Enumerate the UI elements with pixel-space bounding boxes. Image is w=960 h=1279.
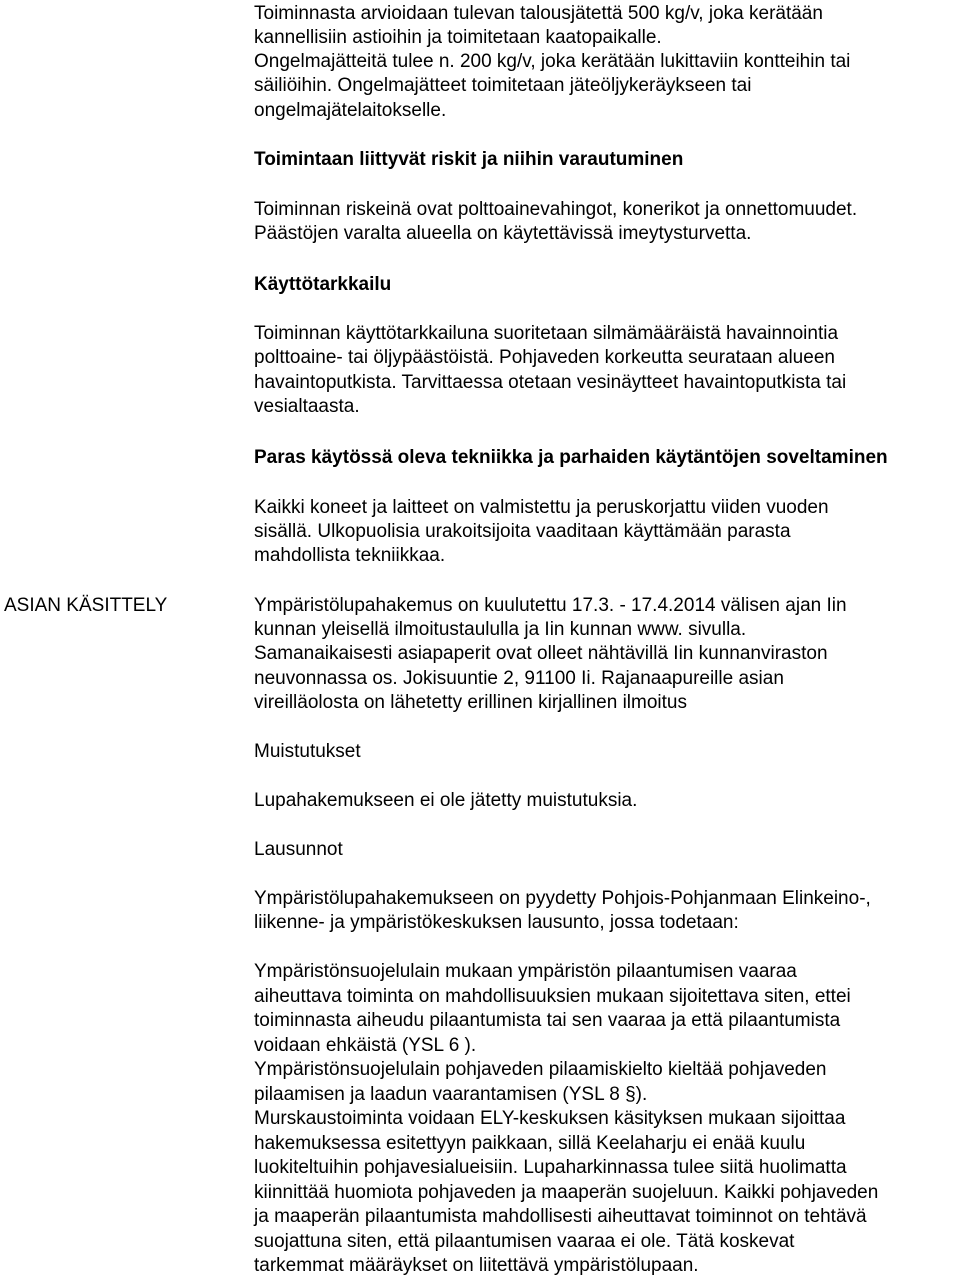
statements-body-line: Murskaustoiminta voidaan ELY-keskuksen käsityksen mukaan sijoittaa [254, 1108, 846, 1129]
monitoring-line: polttoaine- tai öljypäästöistä. Pohjaveden korkeutta seurataan alueen [254, 347, 835, 368]
remarks-text: Lupahakemukseen ei ole jätetty muistutuksia. [254, 790, 638, 811]
risks-line: Toiminnan riskeinä ovat polttoainevahingot, konerikot ja onnettomuudet. [254, 199, 858, 220]
statements-body-line: suojattuna siten, että pilaantumisen vaaraa ei ole. Tätä koskevat [254, 1231, 795, 1252]
intro-line: säiliöihin. Ongelmajätteet toimitetaan jäteöljykeräykseen tai [254, 75, 752, 96]
statements-body-line: Ympäristönsuojelulain mukaan ympäristön pilaantumisen vaaraa [254, 961, 797, 982]
statements-intro-line: Ympäristölupahakemukseen on pyydetty Pohjois-Pohjanmaan Elinkeino-, [254, 888, 871, 909]
monitoring-line: havaintoputkista. Tarvittaessa otetaan vesinäytteet havaintoputkista tai [254, 372, 847, 393]
monitoring-line: Toiminnan käyttötarkkailuna suoritetaan silmämääräistä havainnointia [254, 323, 839, 344]
processing-line: Samanaikaisesti asiapaperit ovat olleet nähtävillä Iin kunnanviraston [254, 643, 828, 664]
monitoring-line: vesialtaasta. [254, 396, 360, 417]
intro-line: Toiminnasta arvioidaan tulevan talousjätettä 500 kg/v, joka kerätään [254, 3, 823, 24]
section-heading-statements: Lausunnot [254, 839, 343, 860]
section-heading-monitoring: Käyttötarkkailu [254, 274, 392, 295]
statements-body-line: aiheuttava toiminta on mahdollisuuksien mukaan sijoitettava siten, ettei [254, 986, 851, 1007]
intro-line: Ongelmajätteitä tulee n. 200 kg/v, joka kerätään lukittaviin kontteihin tai [254, 51, 851, 72]
statements-body-line: pilaamisen ja laadun vaarantamisen (YSL 8 §). [254, 1084, 648, 1105]
statements-body-line: toiminnasta aiheudu pilaantumista tai sen vaaraa ja että pilaantumista [254, 1010, 841, 1031]
intro-line: ongelmajätelaitokselle. [254, 100, 447, 121]
processing-line: neuvonnassa os. Jokisuuntie 2, 91100 Ii. Rajanaapureille asian [254, 668, 784, 689]
section-heading-risks: Toimintaan liittyvät riskit ja niihin varautuminen [254, 149, 684, 170]
statements-intro-line: liikenne- ja ympäristökeskuksen lausunto, jossa todetaan: [254, 912, 739, 933]
processing-line: vireilläolosta on lähetetty erillinen kirjallinen ilmoitus [254, 692, 687, 713]
statements-body-line: voidaan ehkäistä (YSL 6 ). [254, 1035, 477, 1056]
statements-body-line: tarkemmat määräykset on liitettävä ympäristölupaan. [254, 1255, 699, 1276]
bat-line: Kaikki koneet ja laitteet on valmistettu ja peruskorjattu viiden vuoden [254, 497, 829, 518]
statements-body-line: Ympäristönsuojelulain pohjaveden pilaamiskielto kieltää pohjaveden [254, 1059, 827, 1080]
statements-body-line: hakemuksessa esitettyyn paikkaan, sillä Keelaharju ei enää kuulu [254, 1133, 806, 1154]
processing-line: Ympäristölupahakemus on kuulutettu 17.3. - 17.4.2014 välisen ajan Iin [254, 595, 847, 616]
section-heading-remarks: Muistutukset [254, 741, 361, 762]
statements-body-line: ja maaperän pilaantumista mahdollisesti aiheuttavat toiminnot on tehtävä [254, 1206, 867, 1227]
statements-body-line: luokiteltuihin pohjavesialueisiin. Lupaharkinnassa tulee siitä huolimatta [254, 1157, 847, 1178]
risks-line: Päästöjen varalta alueella on käytettävissä imeytysturvetta. [254, 223, 752, 244]
intro-line: kannellisiin astioihin ja toimitetaan kaatopaikalle. [254, 27, 662, 48]
statements-body-line: kiinnittää huomiota pohjaveden ja maaperän suojeluun. Kaikki pohjaveden [254, 1182, 879, 1203]
side-label-processing: ASIAN KÄSITTELY [4, 595, 168, 616]
section-heading-bat: Paras käytössä oleva tekniikka ja parhaiden käytäntöjen soveltaminen [254, 447, 888, 468]
bat-line: sisällä. Ulkopuolisia urakoitsijoita vaaditaan käyttämään parasta [254, 521, 791, 542]
bat-line: mahdollista tekniikkaa. [254, 545, 446, 566]
processing-line: kunnan yleisellä ilmoitustaululla ja Iin kunnan www. sivulla. [254, 619, 747, 640]
